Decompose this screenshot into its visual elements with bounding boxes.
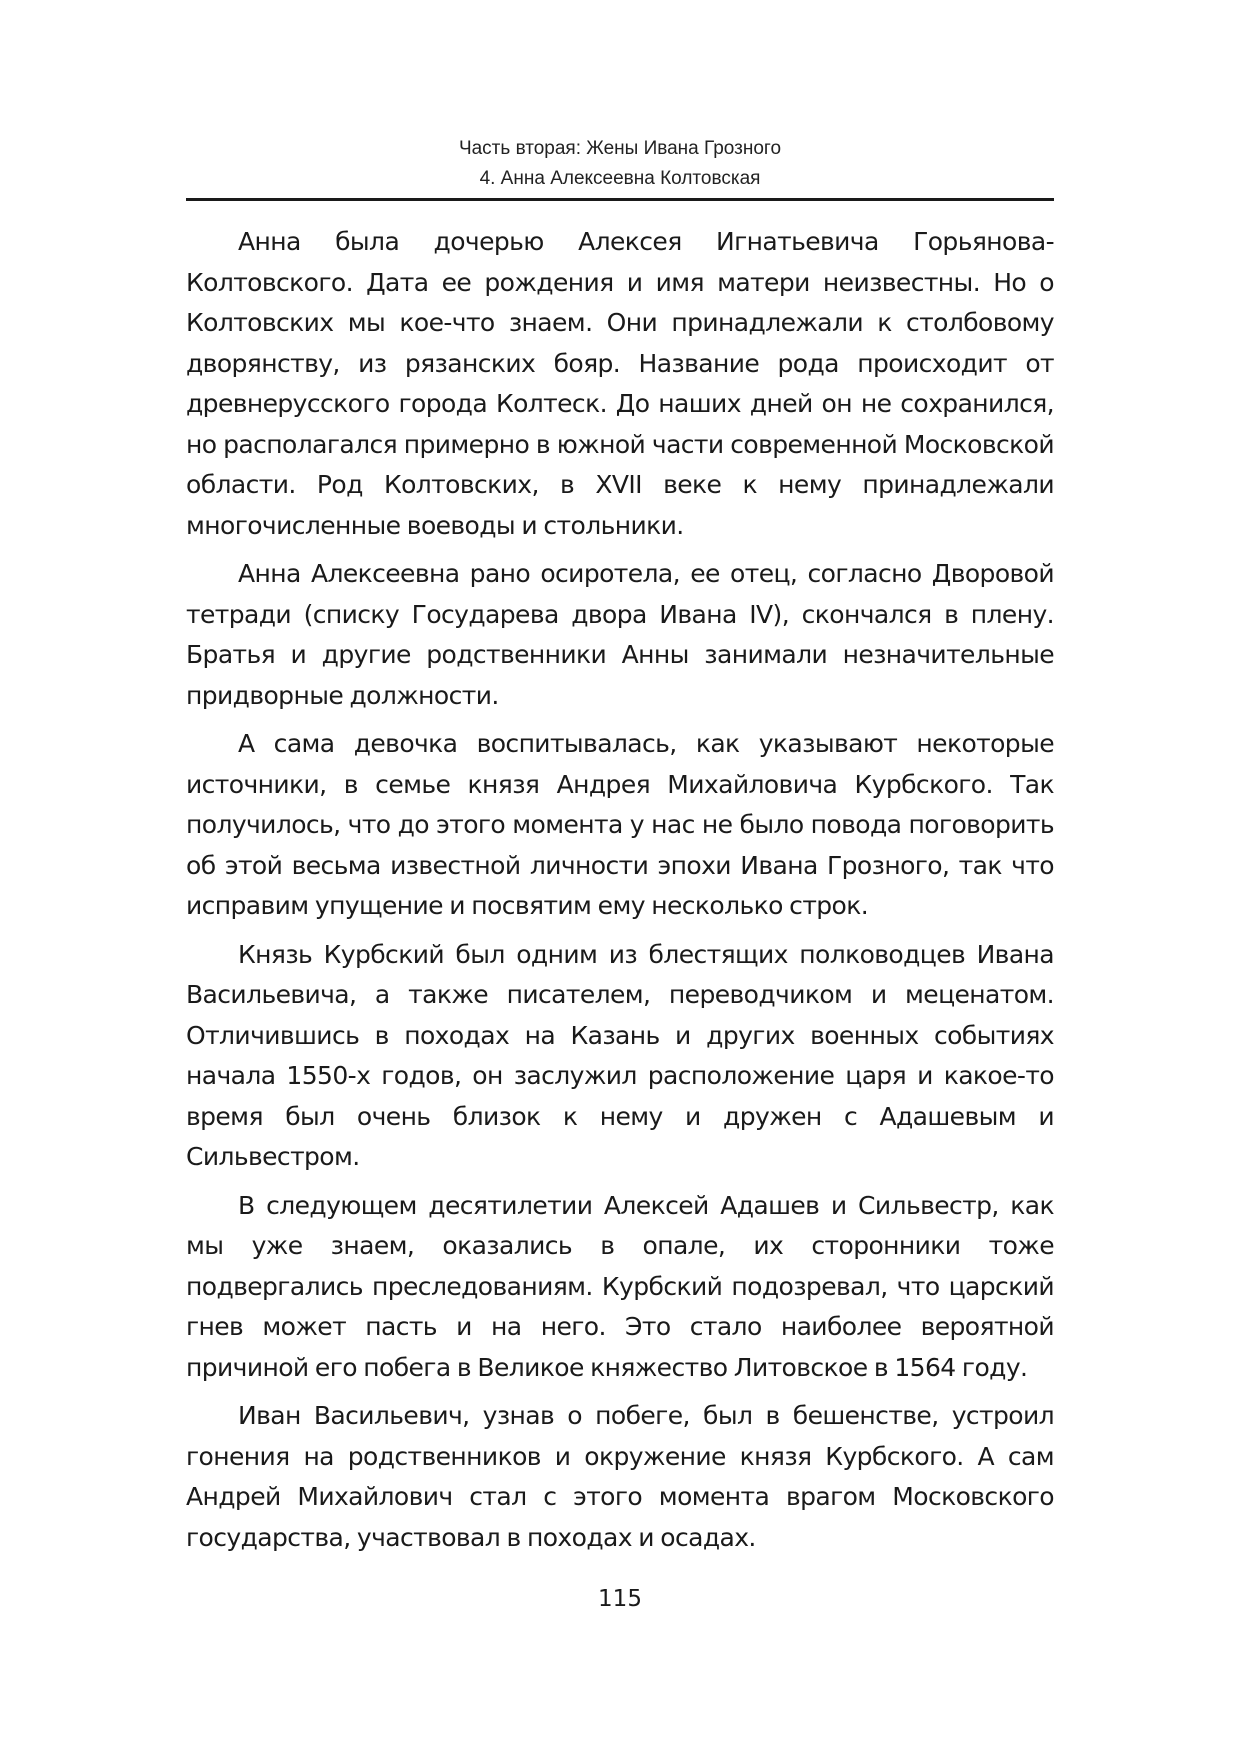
running-header-part: Часть вторая: Жены Ивана Грозного: [458, 138, 782, 159]
paragraph: А сама девочка воспитывалась, как указывают некоторые источники, в семье князя Андрея Михайловича Курбского. Так получилось, что до этого момента у нас не было повода поговорить об этой весьма известной личности эпохи Ивана Грозного, так что исправим упущение и посвятим ему несколько строк.: [186, 729, 1054, 920]
body-text: [186, 222, 1054, 1566]
header-rule: [186, 198, 1054, 201]
page-number: 115: [598, 1586, 642, 1612]
paragraph: Князь Курбский был одним из блестящих полководцев Ивана Васильевича, а также писателем, переводчиком и меценатом. Отличившись в походах на Казань и других военных событиях начала 1550-х годов, он заслужил расположение царя и какое-то время был очень близок к нему и дружен с Адашевым и Сильвестром.: [186, 939, 1054, 1171]
paragraph: Иван Васильевич, узнав о побеге, был в бешенстве, устроил гонения на родственников и окружение князя Курбского. А сам Андрей Михайлович стал с этого момента врагом Московского государства, участвовал в походах и осадах.: [186, 1401, 1054, 1552]
paragraph: Анна была дочерью Алексея Игнатьевича Горьянова-Колтовского. Дата ее рождения и имя матери неизвестны. Но о Колтовских мы кое-что знаем. Они принадлежали к столбовому дворянству, из рязанских бояр. Название рода происходит от древнерусского города Колтеск. До наших дней он не сохранился, но располагался примерно в южной части современной Московской области. Род Колтовских, в XVII веке к нему принадлежали многочисленные воеводы и стольники.: [186, 227, 1054, 540]
paragraph: В следующем десятилетии Алексей Адашев и Сильвестр, как мы уже знаем, оказались в опале, их сторонники тоже подвергались преследованиям. Курбский подозревал, что царский гнев может пасть и на него. Это стало наиболее вероятной причиной его побега в Великое княжество Литовское в 1564 году.: [186, 1190, 1054, 1382]
running-header: [186, 134, 1054, 194]
paragraph: Анна Алексеевна рано осиротела, ее отец, согласно Дворовой тетради (списку Государева двора Ивана IV), скончался в плену. Братья и другие родственники Анны занимали незначительные придворные должности.: [186, 559, 1054, 710]
running-header-chapter: 4. Анна Алексеевна Колтовская: [479, 168, 761, 189]
